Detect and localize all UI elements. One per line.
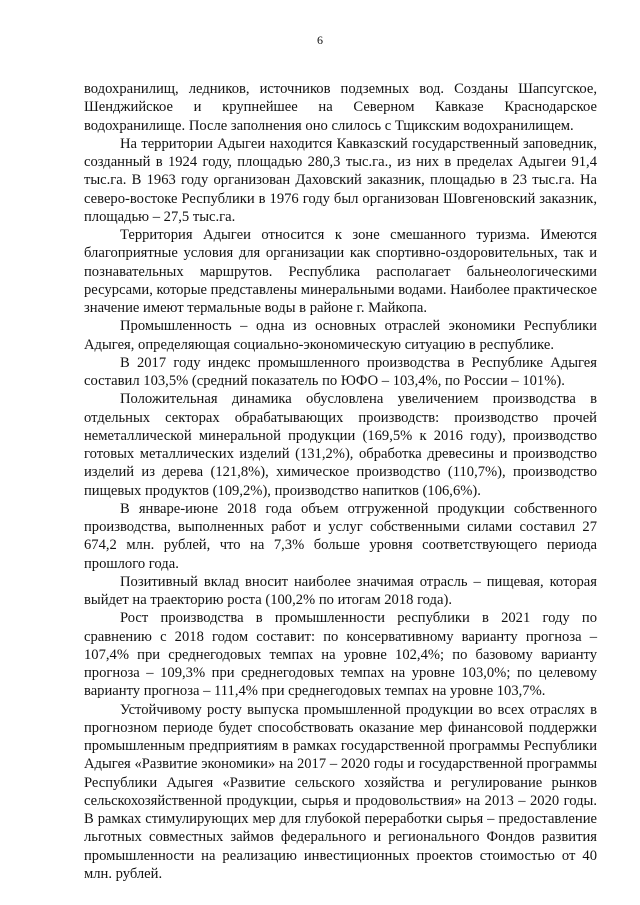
page-number: 6 [317, 33, 323, 47]
paragraph-tourism: Территория Адыгеи относится к зоне смешанного туризма. Имеются благоприятные условия для организации как спортивно-оздоровительных, так и познавательных маршрутов. Республика располагает бальнеологическими ресурсами, которые представлены минеральными водами. Наиболее практическое значение имеют термальные воды в районе г. Майкопа. [84, 227, 597, 316]
paragraph-food-industry: Позитивный вклад вносит наиболее значимая отрасль – пищевая, которая выйдет на траекторию роста (100,2% по итогам 2018 года). [84, 573, 597, 608]
paragraph-industry-intro: Промышленность – одна из основных отраслей экономики Республики Адыгея, определяющая социально-экономическую ситуацию в республике. [84, 318, 597, 353]
paragraph-industry-index-2017: В 2017 году индекс промышленного производства в Республике Адыгея составил 103,5% (средний показатель по ЮФО – 103,4%, по России – 101%). [84, 354, 597, 389]
paragraph-2018-shipments: В январе-июне 2018 года объем отгруженной продукции собственного производства, выполненных работ и услуг собственными силами составил 27 674,2 млн. рублей, что на 7,3% больше уровня соответствующего периода прошлого года. [84, 500, 597, 572]
paragraph-reservoirs-continued: водохранилищ, ледников, источников подземных вод. Созданы Шапсугское, Шенджийское и крупнейшее на Северном Кавказе Краснодарское водохранилище. После заполнения оно слилось с Тщикским водохранилищем. [84, 81, 597, 134]
paragraph-financial-support: Устойчивому росту выпуска промышленной продукции во всех отраслях в прогнозном периоде будет способствовать оказание мер финансовой поддержки промышленным предприятиям в рамках государственной программы Республики Адыгея «Развитие экономики» на 2017 – 2020 годы и государственной программы Республики Адыгея «Развитие сельского хозяйства и регулирование рынков сельскохозяйственной продукции, сырья и продовольствия» на 2013 – 2020 годы. В рамках стимулирующих мер для глубокой переработки сырья – предоставление льготных совместных займов федерального и регионального Фондов развития промышленности на реализацию инвестиционных проектов стоимостью от 40 млн. рублей. [84, 701, 597, 882]
paragraph-growth-forecast-2021: Рост производства в промышленности республики в 2021 году по сравнению с 2018 годом составит: по консервативному варианту прогноза – 107,4% при среднегодовых темпах на уровне 102,4%; по базовому варианту прогноза – 109,3% при среднегодовых темпах на уровне 103,0%; по целевому варианту прогноза – 111,4% при среднегодовых темпах на уровне 103,7%. [84, 610, 597, 700]
document-body [84, 80, 597, 883]
paragraph-positive-dynamics: Положительная динамика обусловлена увеличением производства в отдельных секторах обрабатывающих производств: производство прочей неметаллической минеральной продукции (169,5% к 2016 году), производство готовых металлических изделий (131,2%), обработка древесины и производство изделий из дерева (121,8%), химическое производство (110,7%), производство пищевых продуктов (109,2%), производство напитков (106,6%). [84, 391, 597, 499]
paragraph-nature-reserves: На территории Адыгеи находится Кавказский государственный заповедник, созданный в 1924 году, площадью 280,3 тыс.га., из них в пределах Адыгеи 91,4 тыс.га. В 1963 году организован Даховский заказник, площадью в 23 тыс.га. На северо-востоке Республики в 1976 году был организован Шовгеновский заказник, площадью – 27,5 тыс.га. [84, 135, 597, 225]
